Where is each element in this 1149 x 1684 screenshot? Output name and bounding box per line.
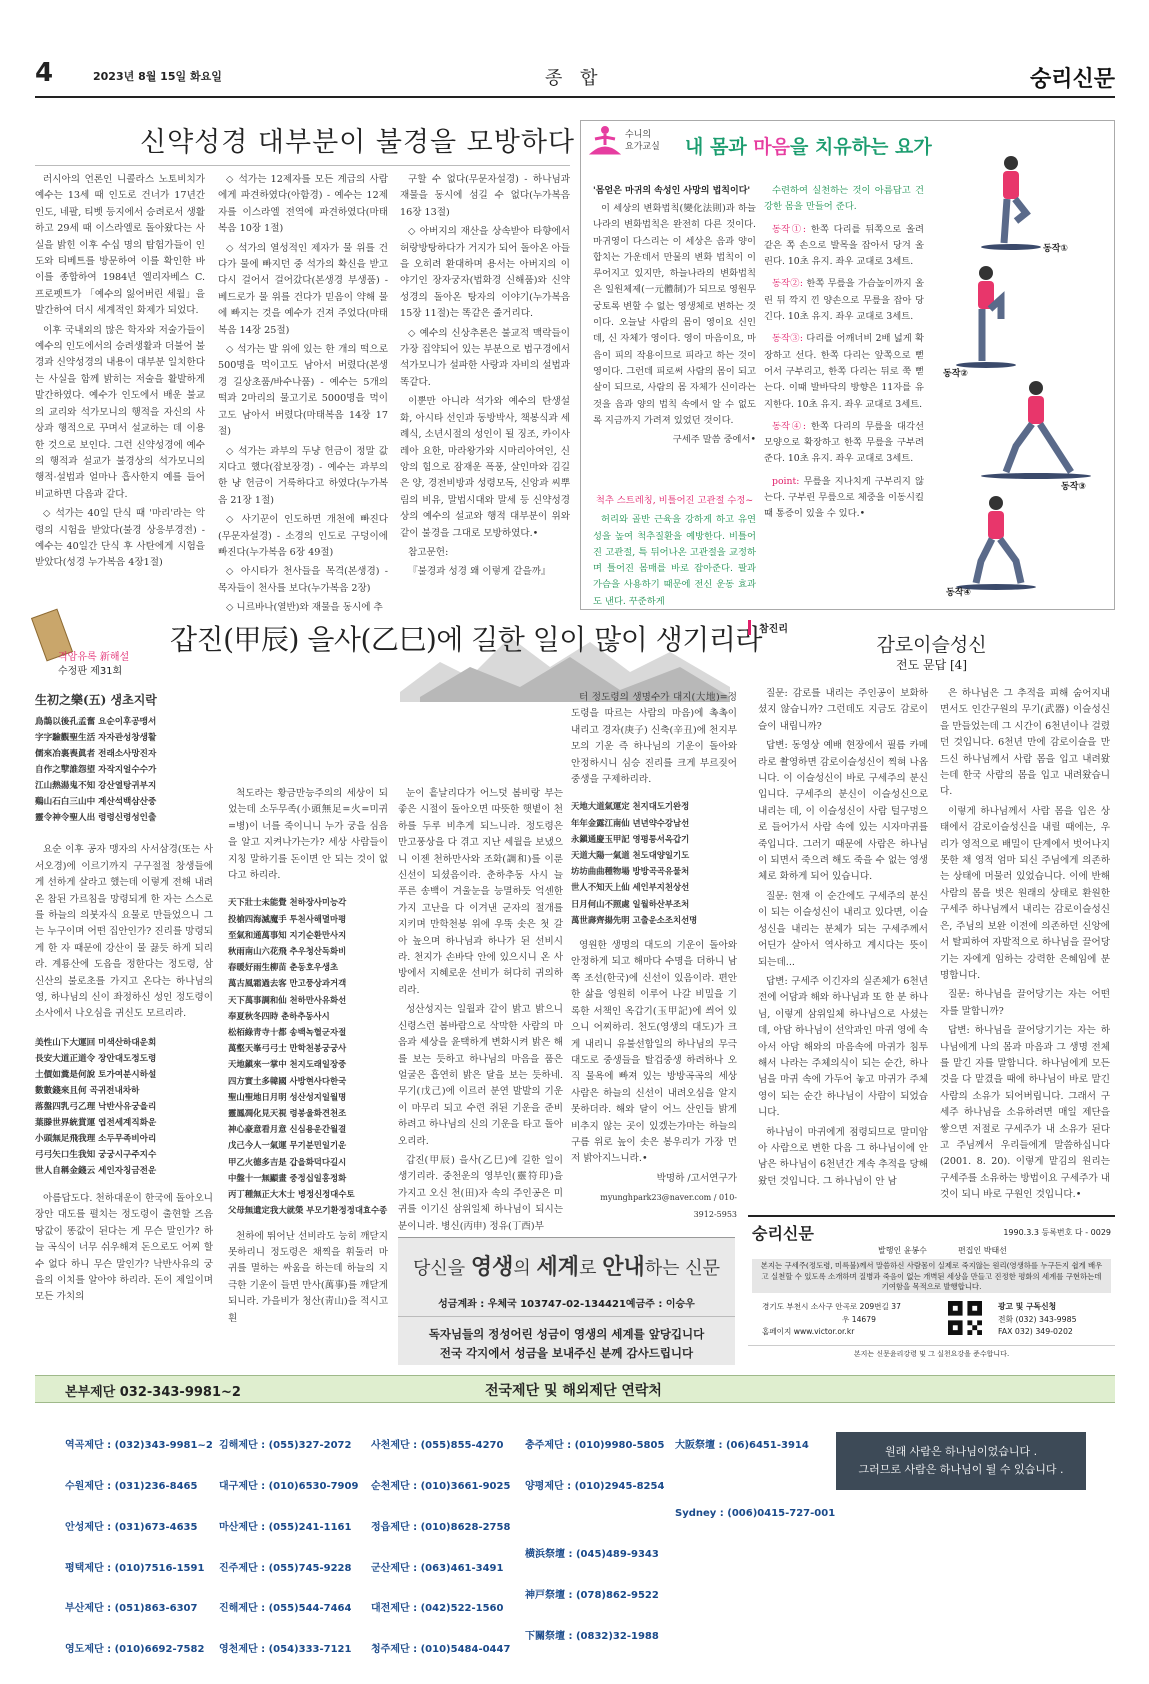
point-text: 무릎을 지나치게 구부리지 않는다. 구부린 무릎으로 체중을 이동시킬 때 통증이 있을 수 있다.• (764, 475, 927, 520)
step-text: 한쪽 다리의 무릎을 대각선 모양으로 확장하고 한쪽 무릎을 구부려 준다. 10초 유지. 좌우 교대로 3세트. (764, 420, 927, 465)
contact-item: 부산제단 : (051)863-6307 (65, 1603, 198, 1615)
verse-line: 甲乙火德多吉是 갑을화덕다길시 (228, 1156, 347, 1167)
issue-date: 2023년 8월 15일 화요일 (93, 70, 222, 83)
step-label: 동작②: (772, 278, 804, 290)
publisher: 발행인 윤봉수 (878, 1246, 927, 1255)
verse-line: 萬壑天峯弓弓士 만학천봉궁궁사 (228, 1043, 347, 1054)
contact-item: 영천제단 : (054)333-7121 (219, 1644, 352, 1656)
contact-item: 영도제단 : (010)6692-7582 (65, 1644, 205, 1656)
paragraph: 질문: 감로를 내리는 주인공이 보화하셨지 않습니까? 그런데도 지금도 감로이 슬이 내립니까? (758, 688, 932, 732)
sidebar-title: 감로이슬성신 (876, 634, 987, 656)
paragraph: ◇ 사기꾼이 인도하면 개천에 빠진다(무문자설경) - 소경의 인도로 구덩이에 빠진다(누가복음 6장 49절) (218, 514, 392, 558)
article1-title: 신약성경 대부분이 불경을 모방하다 (140, 127, 575, 158)
ad-text: 의 (513, 1258, 537, 1279)
article1-col3 (400, 172, 574, 612)
verse-line: 天地大道氣運定 천지대도기완정 (571, 801, 690, 812)
pink-head: 척추 스트레칭, 비틀어진 고관절 수정~ (595, 495, 754, 506)
sidebar-tag: 참진리 (748, 620, 788, 635)
verse-block (35, 714, 213, 826)
contact-item: 충주제단 : (010)9980-5805 (525, 1440, 665, 1452)
verse-block (35, 1035, 213, 1179)
contact-item: 수원제단 : (031)236-8465 (65, 1480, 198, 1492)
yoga-kicker (625, 129, 660, 153)
paragraph: 답변: 하나님을 끌어당기기는 자는 하나님에게 나의 몸과 마음과 그 생명 전체를 맡긴 자를 말합니다. 하나님에게 모든 것을 다 맡겼을 때에 하나님이 바로 맡긴 사람의 소유가 되어버립니다. 그래서 구세주 하나님을 소유하려면 매일 제단을 쌓으면 저절로 구세주가 내 소유가 된다고 주님께서 우리들에게 말씀하십니다(2001. 8. 20). 이렇게 맡김의 원리는 구세주를 소유하는 방법이요 구세주가 내 것이 되니 바로 구원인 것입니다.• (940, 1025, 1114, 1201)
paragraph: ◇ 석가는 40일 단식 때 '마리'라는 악령의 시험을 받았다(불경 상응부경전) - 예수는 40일간 단식 후 사탄에게 시험을 받았다(성경 누가복음 4장1절) (35, 508, 209, 569)
paragraph: 허리와 골반 근육을 강하게 하고 유연성을 높여 척추질환을 예방한다. 비틀어진 고관절, 특 뒤어나온 고관절을 교정하며 틀어진 몸매를 바로 잡아준다. 팔과 가슴을 사용하기 때문에 전신 운동 효과도 낸다. 꾸준하게 (593, 514, 759, 607)
verse-line: 神心豪意看月意 신심용운간월결 (228, 1124, 347, 1135)
contacts-col4 (525, 1412, 664, 1670)
verse-line: 美性山下大運回 미색산하대운회 (35, 1037, 157, 1048)
paragraph: 답변: 동영상 예배 현장에서 필름 카메라로 촬영하면 감로이슬성신이 찍혀 나옵니다. 이 이슬성신이 바로 구세주의 분신입니다. 구세주의 분신이 이슬성신으로 내리는 데, 이 이슬성신이 사람 털구멍으로 들어가서 사람 속에 있는 시자마귀를 죽입니다. 그러기 때문에 사람은 하나님이 되면서 죽으려 해도 죽을 수 없는 영생체로 화하게 되어 있습니다. (758, 740, 932, 883)
article2-col1 (35, 692, 217, 1372)
verse-line: 鷄山石白三山中 계산석백삼산중 (35, 797, 157, 808)
contact-item: 양평제단 : (010)2945-8254 (525, 1480, 665, 1492)
contact-item: 평택제단 : (010)7516-1591 (65, 1562, 205, 1574)
ad-title: 광고 및 구독신청 (998, 1302, 1057, 1311)
contacts-col3 (371, 1412, 510, 1684)
step-label: 동작①: (772, 223, 807, 235)
paragraph: 질문: 하나님을 끌어당기는 자는 어떤 자를 말합니까? (940, 989, 1114, 1017)
paragraph: 갑진(甲辰) 을사(乙巳)에 길한 일이 생기리라. 중천운의 영부인(靈符印)을 가지고 오신 천(田)자 속의 주인공은 미귀를 이기신 삼위일체 하나님이 되시는 분이니라. 병신(丙申) 정유(丁酉)부 (398, 1154, 567, 1232)
paragraph: 참고문헌: (408, 546, 449, 558)
article2-col3 (398, 786, 567, 1232)
section-name: 종 합 (545, 68, 604, 89)
contacts-col2 (219, 1412, 358, 1684)
paragraph: 수련하여 실천하는 것이 아름답고 건강한 몸을 만들어 준다. (764, 185, 924, 213)
verse-line: 江山熱湯鬼不知 강산열탕귀부지 (35, 781, 157, 792)
verse-line: 靈令神令聖人出 령령신령성인출 (35, 813, 157, 824)
paragraph: 질문: 현재 이 순간에도 구세주의 분신이 되는 이슬성신이 내리고 있다면, 이슬성신을 내리는 분체가 되는 구세주께서 어딘가 살아서 역사하고 계시다는 뜻이 되는데... (758, 890, 932, 968)
registration: 1990.3.3 등록번호 다 - 0029 (1003, 1228, 1111, 1237)
paragraph: ◇ 석가는 발 위에 있는 한 개의 떡으로 500명을 먹이고도 남아서 버렸다(본생경 길상초품/바수나품) - 예수는 5개의 떡과 2마리의 물고기로 5000명을 먹이고도 남아서 버렸다(마태복음 14장 17절) (218, 344, 392, 438)
verse-line: 葉滕世界統賞運 엽전세계직화운 (35, 1117, 157, 1128)
masthead-contact (998, 1301, 1077, 1339)
verse-line: 萬古風霜過去客 만고풍상과거객 (228, 978, 347, 989)
thanks-line: 전국 각지에서 성금을 보내주신 분께 감사드립니다 (439, 1346, 694, 1360)
subscription-ad (398, 1237, 735, 1365)
paragraph: 영원한 생명의 대도의 기운이 돌아와 안정하게 되고 해마다 수명을 더하니 남쪽 조선(한국)에 신선이 있음이라. 편안한 삶을 영원히 이루어 나갈 비밀을 기록한 서책인 옥갑기(玉甲記)에 씌어 있으니 어찌하리. 천도(영생의 대도)가 크게 내리니 유불선합일의 하나님의 무극대도로 중생들을 탈겁중생 하려하나 오직 물욕에 빠져 있는 방방곡곡의 세상 사람은 하늘의 신선이 내려오심을 알지 못하더라. 해와 달이 어느 산인들 밝게 비추지 않는 곳이 있겠는가마는 하늘의 구름 위로 높이 솟은 봉우리가 가장 먼저 밝아지느니라.• (571, 940, 741, 1165)
verse-line: 至氣和通萬事知 지기순환만사지 (228, 929, 347, 940)
contact-item: 神戸祭壇 : (078)862-9522 (525, 1589, 659, 1601)
verse-line: 天道大陽一氣道 천도대양일기도 (571, 850, 690, 861)
ad-text: 세계 (536, 1255, 580, 1280)
series-name: 격암유록 新해설 (58, 652, 130, 663)
contact-item: 横浜祭壇 : (045)489-9343 (525, 1548, 659, 1560)
yoga-pose-2-figure (951, 261, 1021, 371)
contact-item: 안성제단 : (031)673-4635 (65, 1521, 198, 1533)
page-number: 4 (35, 58, 54, 88)
verse-line: 奉夏秋冬四時 춘하추동사시 (228, 1010, 330, 1021)
yoga-pose-icon (589, 125, 621, 159)
verse-line: 丙丁種無正大木士 병정신정대수토 (228, 1189, 355, 1200)
ad-text: 당신을 (413, 1258, 471, 1279)
step-text: 다리를 어깨너비 2배 넓게 확장하고 선다. 한쪽 다리는 앞쪽으로 뻗어서 구부리고, 한쪽 다리는 뒤로 쭉 뻗는다. 이때 발바닥의 방향은 11자를 유지한다. 10초 유지. 좌우 교대로 3세트. (764, 333, 924, 410)
paragraph: ◇ 석가는 12제자를 모든 계급의 사람에게 파견하였다(아함경) - 예수는 12제자를 이스라엘 전역에 파견하였다(마태복음 10장 1절) (218, 174, 388, 235)
yoga-pose-3-figure (976, 376, 1096, 481)
ethics-statement: 본지는 신문윤리강령 및 그 실천요강을 준수합니다. (748, 1345, 1115, 1359)
series-sub: 수정판 제31회 (58, 666, 123, 677)
ad-thanks (398, 1325, 735, 1363)
paragraph: 이렇게 하나님께서 사람 몸을 입은 상태에서 감로이슬성신을 내릴 때에는, 우리가 영적으로 배밀이 단계에서 벗어나지 못한 채 영적 엄마 되신 주님에게 의존하는 상태에 머물러 있었습니다. 이에 반해 사람의 몸을 벗은 원래의 상태로 환원한 구세주 하나님께서 내리는 감로이슬성신은, 주님의 보완 이전에 의존하던 신앙에서 탈피하여 자발적으로 하나님을 끌어당기는 자에게 임하는 강력한 은혜임에 분명합니다. (940, 805, 1114, 981)
verse-line: 天下壯士未能覺 천하장사미능각 (228, 897, 347, 908)
thanks-line: 독자님들의 정성어린 성금이 영생의 세계를 앞당깁니다 (428, 1327, 705, 1341)
yoga-pose-1-figure (976, 151, 1046, 251)
source-line: 구세주 말씀 중에서• (672, 434, 756, 446)
contact-item: 대구제단 : (010)6530-7909 (219, 1480, 359, 1492)
masthead (748, 1215, 1115, 1360)
yoga-title (685, 132, 932, 159)
verse-block (571, 798, 737, 928)
point-label: point: (772, 475, 800, 487)
paragraph: ◇ 아버지의 재산을 상속받아 타향에서 허랑방탕하다가 거지가 되어 돌아온 아들을 오히려 환대하며 용서는 아버지의 이야기인 장자궁자(법화경 신해품)와 신약성경의 돌아온 탕자의 이야기(누가복음 15장 11절)는 똑같은 줄거리다. (400, 226, 574, 320)
verse-line: 弓弓矢口生我知 궁궁시구주지수 (35, 1149, 157, 1160)
masthead-address (762, 1301, 901, 1339)
ad-text: 영생 (470, 1255, 514, 1280)
verse-line: 字字驗觀聖生活 자자관성창생활 (35, 733, 157, 744)
yoga-green-section (593, 493, 759, 607)
verse-line: 聖山聖地日月明 성산성지일월명 (228, 1091, 347, 1102)
step-text: 한쪽 다리를 뒤쪽으로 올려 같은 쪽 손으로 발목을 잡아서 당겨 올린다. 10초 유지. 좌우 교대로 3세트. (764, 223, 927, 268)
yoga-steps (764, 183, 927, 603)
ad-text: 로 (579, 1258, 603, 1279)
pose-label-3: 동작③ (1061, 482, 1087, 492)
slogan-box (836, 1432, 1086, 1490)
paragraph: 아름답도다. 천하대운이 한국에 돌아오니 장안 대도를 펼치는 정도령이 출현할 즈음 땅값이 똥값이 된다는 게 무슨 말인가? 하늘 곡식이 너무 쉬우해져 돈으로도 어찌 할 수 없다 하니 무슨 말인가? 낙반사유의 궁을의 이치를 알아야 하리라. 돈이 제일이며 모든 가치의 (35, 1192, 217, 1303)
verse-line: 投槍四海滅魔手 투천사해멸마평 (228, 913, 347, 924)
yoga-column (580, 120, 1115, 610)
yoga-body-col1 (593, 201, 759, 491)
paragraph: 은 하나님은 그 추적을 피해 숨어지내면서도 인간구원의 무기(武器) 이슬성신을 만들었는데 그 시간이 6천년이나 걸렸던 것입니다. 6천년 만에 감로이슬을 만드신 하나님께서 사람 몸을 입고 내려왔는데 한국 사람의 몸을 입고 내려왔습니다. (940, 688, 1110, 798)
paragraph: 천하에 뛰어난 선비라도 능히 깨닫지 못하리니 정도령은 채찍을 휘둘러 마귀를 멸하는 싸움을 하는데 하늘의 지극한 기운이 들면 만사(萬事)를 깨닫게 되니라. 가을비가 청산(靑山)을 적시고 흰 (228, 1230, 392, 1324)
footer-title: 전국제단 및 해외제단 연락처 (485, 1383, 662, 1399)
masthead-brand: 숭리신문 (752, 1224, 814, 1243)
series-label (58, 651, 129, 679)
verse-line: 土價如糞是何說 토가여분시하설 (35, 1069, 157, 1080)
verse-line: 中盤十一無顯畫 중정십일홍정화 (228, 1172, 347, 1183)
verse-line: 永鎭通慶玉甲記 영평통서옥갑기 (571, 833, 690, 844)
article1-col2 (218, 172, 392, 614)
subhead: 生初之樂(五) 생초지락 (35, 693, 157, 707)
contact-item: 마산제단 : (055)241-1161 (219, 1521, 352, 1533)
paragraph: 이후 국내외의 많은 학자와 저술가들이 예수의 인도에서의 승려생활과 더불어 불경과 신약성경의 내용이 대부분 일치한다는 사실을 함께 밝히는 저술을 활발하게 발간하였다. 예수가 인도에서 배운 불교의 교리와 석가모니의 행적을 자신의 사상과 행적으로 꾸며서 설교하는 데 이용한 것으로 보인다. 그런 신약성경에 예수의 행적과 설교가 불경상의 석가모니의 행적·설법과 얼마나 흡사한지 예를 들어 비교하면 다음과 같다. (35, 324, 209, 500)
mission-statement: 본지는 구세주(정도령, 미륵불)께서 말씀하신 사람몸이 실제로 죽지않는 원리(영생하를 누구든지 쉽게 배우고 실천할 수 있도록 소개하며 질병과 죽음이 없는 개벽된 세상을 만들고 진정한 평화의 세계를 구현하는데 기여함을 목적으로 발행합니다. (752, 1259, 1111, 1293)
verse-line: 父母無遺定我大就榮 부모기환정정대효수종 (228, 1205, 388, 1216)
verse-line: 萬世壽齊揚先明 고출운소조치선명 (571, 914, 698, 925)
editor: 편집인 박태선 (958, 1246, 1007, 1255)
qr-code-icon (948, 1301, 982, 1335)
contacts-col1 (65, 1412, 213, 1684)
contact-item: 대전제단 : (042)522-1560 (371, 1603, 504, 1615)
contact-item: Sydney : (006)0415-727-001 (675, 1508, 836, 1520)
contacts-col5 (675, 1412, 835, 1548)
yoga-quote-head: '몸얻은 마귀의 속성인 사망의 법칙이다' (593, 186, 751, 196)
contact-item: 순천제단 : (010)3661-9025 (371, 1480, 511, 1492)
verse-line: 日月何山不照處 일월하산부조처 (571, 898, 690, 909)
verse-line: 天下萬事調和仙 천하만사유화선 (228, 994, 347, 1005)
homepage: 홈페이지 www.victor.or.kr (762, 1327, 855, 1336)
ad-text: 하는 신문 (644, 1258, 720, 1279)
paragraph: 이뿐만 아니라 석가와 예수의 탄생설화, 아시타 선인과 동방박사, 책봉식과 세례식, 소년시절의 성인이 될 징조, 카이사레아 요한, 마라왕가와 시마리아여인, 신앙의 힘으로 잠재운 폭풍, 살인마와 김길은 양, 경전비방과 성령모독, 신앙과 씨뿌림의 비유, 말법시대와 말세 등 신약성경상의 예수의 설교와 행적 대부분이 위와 같이 불경을 그대로 모방하였다.• (400, 396, 574, 539)
verse-line: 世人自稱金錢云 세인자칭금전운 (35, 1165, 157, 1176)
verse-line: 鳥鵲以後孔孟奮 요순이후공맹서 (35, 717, 157, 728)
author: 박명하 /고서연구가 (656, 1172, 737, 1184)
paragraph: 구할 수 없다(무문자설경) - 하나님과 재물을 동시에 섬길 수 없다(누가복음 16장 13절) (400, 174, 574, 218)
verse-line: 年年金露江南仙 년년약수강남선 (571, 817, 690, 828)
ad-headline (398, 1250, 735, 1281)
article2-col2 (228, 786, 392, 1372)
verse-line: 自作之孼誰怨望 자작지얼수수가 (35, 765, 157, 776)
verse-line: 四方實土多韓國 사방현사다한국 (228, 1075, 347, 1086)
pose-label-4: 동작④ (946, 588, 972, 598)
hq-phone: 본부제단 032-343-9981~2 (65, 1385, 241, 1400)
verse-line: 秋雨南山六花飛 추우청산독화비 (228, 946, 347, 957)
divider (35, 165, 570, 166)
sidebar-subtitle: 전도 문답 [4] (896, 658, 967, 672)
slogan-line: 원래 사람은 하나님이었습니다 . (884, 1445, 1038, 1458)
paragraph: 하나님이 마귀에게 점령되므로 말미암아 사람으로 변한 다음 그 하나님이에 안 남은 하나님이 6천년간 계속 추적을 당해왔던 것입니다. 그 하나님이 안 남 (758, 1126, 932, 1187)
fax: FAX 032) 349-0202 (998, 1327, 1073, 1336)
sidebar-col1 (758, 686, 932, 1210)
zip: 우 14679 (842, 1314, 876, 1324)
paragraph: ◇ 니르바나(열반)와 재물을 동시에 추 (226, 602, 383, 614)
paragraph: 성산성지는 일월과 같이 밝고 밝으니 신령스런 봄바람으로 삭막한 사람의 마음과 세상을 윤택하게 변화시켜 밝은 해를 보는 듯하고 하나님의 마음을 품은 얼굴은 흡연히 밝은 달을 보는 듯하네. 무기(戊己)에 이르러 분연 발발의 기운이 마무리 되고 수련 쥐된 기운을 준비하려고 하나님의 신의 기운을 타고 돌아오리라. (398, 1004, 567, 1147)
verse-line: 儒來冶裏喪眞者 전래소사망진자 (35, 749, 157, 760)
contact-item: 정읍제단 : (010)8628-2758 (371, 1521, 511, 1533)
verse-line: 落盤四乳弓乙理 낙반사유궁을리 (35, 1101, 157, 1112)
kicker-line: 요가교실 (625, 142, 660, 152)
phone: 전화 (032) 343-9985 (998, 1314, 1077, 1324)
verse-block (228, 894, 388, 1218)
paragraph: 답변: 구세주 이긴자의 실존체가 6천년 전에 어담과 해와 하나님과 또 한 분 하나님, 이렇게 삼위일체 하나님으로 사셨는데, 아담 하나님이 선악과인 마귀 영에 속아서 아담 해와의 마음속에 마귀가 침투해서 나라는 주체의식이 되는 순간, 하나님을 마귀 속에 가두어 놓고 마귀가 주체영이 되는 순간 하나님이 사람이 되었습니다. (758, 975, 932, 1119)
title-part: 내 몸과 (685, 136, 754, 158)
verse-line: 靈鳳凋化見天視 령봉울화견천조 (228, 1108, 347, 1119)
paragraph: ◇ 석가는 과부의 두냥 헌금이 정말 값지다고 했다(잡보장경) - 예수는 과부의 한 냥 헌금이 거룩하다고 하였다(누가복음 21장 1절) (218, 445, 392, 506)
contact-item: 사천제단 : (055)855-4270 (371, 1440, 504, 1452)
paragraph: ◇ 석가의 열성적인 제자가 물 위를 건다가 물에 빠지던 중 석가의 확신을 받고 다시 걸어서 걸어갔다(본생경 부생품) - 베드로가 물 위를 건다가 믿음이 약해 물에 빠지는 것을 예수가 건져 주었다(마태복음 14장 25절) (218, 242, 392, 336)
contact-item: 군산제단 : (063)461-3491 (371, 1562, 504, 1574)
pose-label-1: 동작① (1043, 244, 1069, 254)
contact-item: 大阪祭壇 : (06)6451-3914 (675, 1440, 809, 1452)
step-label: 동작④: (772, 420, 807, 432)
paragraph: ◇ 예수의 신상추론은 불교적 맥락들이 가장 집약되어 있는 부분으로 법구경에서 석가모니가 설파한 사랑과 자비의 설법과 똑같다. (400, 327, 574, 388)
contact-item: 역곡제단 : (032)343-9981~2 (65, 1440, 213, 1452)
paragraph: 눈이 흩날리다가 어느덧 봄비랑 부는 좋은 시절이 돌아오면 따뜻한 햇볕이 천하를 두루 비추게 되느니라. 정도령은 만고풍상을 다 겪고 지난 세월을 보냈으니 이젠 천하만사와 조화(調和)를 이룬 신선이 되셨음이라. 춘하추동 사시 늘 푸른 송백이 겨울눈을 능멸하듯 억센한 가지 고난을 다 이겨낸 군자의 절개를 지키며 만학천봉 위에 우뚝 솟은 첫 갈아 높으며 하나님과 하나가 된 선비시라. 천지가 손바닥 안에 있으시니 온 사방에서 지혜로운 선비가 허다히 귀의하리라. (398, 788, 567, 996)
paragraph: 척도라는 황금만능주의의 세상이 되었는데 소두무족(小頭無足=火=미귀=병)이 너를 죽이니니 누가 궁을 심음을 알고 지켜나가는가? 세상 사람들이 지칭 말하기를 돈이면 안 되는 것이 없다고 하리라. (228, 788, 392, 882)
address: 경기도 부천시 소사구 안곡로 209번길 37 (762, 1302, 901, 1311)
contact-item: 下關祭壇 : (0832)32-1988 (525, 1630, 659, 1642)
yoga-pose-4-figure (951, 491, 1041, 591)
step-label: 동작③: (772, 333, 803, 345)
verse-line: 世人不知天上仙 세인부지천상선 (571, 882, 690, 893)
contact-item: 청주제단 : (010)5484-0447 (371, 1644, 511, 1656)
verse-line: 坊坊曲曲種物場 방방곡곡유물처 (571, 866, 690, 877)
footer-bar (35, 1375, 1115, 1403)
ad-text: 안내 (602, 1255, 645, 1280)
title-part: 을 치유하는 요가 (790, 136, 932, 158)
newspaper-brand: 숭리신문 (1029, 67, 1115, 92)
step-text: 한쪽 무릎을 가슴높이까지 올린 뒤 깍지 낀 양손으로 무릎을 잡아 당긴다. 10초 유지. 좌우 교대로 3세트. (764, 278, 924, 323)
verse-line: 天地鎭來一掌中 천지도래일장중 (228, 1059, 347, 1070)
paragraph: 이 세상의 변화법칙(變化法則)과 하늘나라의 변화법칙은 완전히 다른 것이다. 마귀영이 다스리는 이 세상은 음과 양이 합치는 가운데서 만물의 변화 법칙이 이루어지고 있지만, 하늘나라의 변화법칙은 일원체제(一元體制)가 되므로 영원무궁토록 변할 수 없는 영생체로 변하는 것이다. 오늘날 사람의 몸이 영이요 신인데, 신 자체가 영이다. 영이 마음이요, 마음이 피의 작용이므로 피라고 하는 것이 영이다. 그런데 피로써 사람의 몸이 되고 살이 되므로, 사람의 몸 자체가 신이라는 것을 음과 양의 법칙 속에서 알 수 없도록 지금까지 가려져 있었던 것이다. (593, 203, 759, 426)
author-email: myunghpark23@naver.com / 010-3912-5953 (600, 1193, 737, 1219)
verse-line: 戊己今人一氣運 무기분민일기운 (228, 1140, 347, 1151)
verse-line: 松栢綠靑寺十都 송백녹혈군자절 (228, 1027, 347, 1038)
verse-line: 春暖好雨生柳苗 춘동호우생초 (228, 962, 339, 973)
paragraph: ◇ 아시타가 천사들을 목격(본생경) - 목자들이 천사를 보다(누가복음 2장) (218, 566, 392, 594)
donation-account: 성금계좌 : 우체국 103747-02-134421예금주 : 이승우 (398, 1295, 735, 1317)
page-header (35, 58, 1115, 98)
paragraph: 러시아의 언론인 니콜라스 노토비치가 예수는 13세 때 인도로 건너가 17년간 인도, 네팔, 티벳 등지에서 승려로서 생활하고 29세 때 이스라엘로 돌아왔다는 사실을 밝힌 이후 수십 명의 탐험가들이 인도와 티베트를 방문하여 이를 확인한 바 이를 종합하여 1984년 엘리자베스 C. 프로펫트가 「예수의 잃어버린 세월」을 발간하여 더시 세계적인 화제가 되었다. (35, 174, 209, 317)
sidebar-column (748, 620, 1115, 1210)
contact-item: 김해제단 : (055)327-2072 (219, 1440, 352, 1452)
article1-col1 (35, 172, 209, 612)
verse-line: 小頭無足飛我理 소두무족비아리 (35, 1133, 157, 1144)
verse-line: 數數錢來且何 곡귀전내차하 (35, 1085, 140, 1096)
sidebar-col2 (940, 686, 1114, 1210)
contact-item: 진주제단 : (055)745-9228 (219, 1562, 352, 1574)
paragraph: 터 정도령의 생명수가 대지(大地)=정도령을 따르는 사람의 마음)에 촉촉이 내리고 경자(庚子) 신축(辛丑)에 천지부모의 기운 즉 하나님의 기운이 돌아와 안정하시니 심승 진리를 크게 부르짖어 중생을 구제하리라. (571, 692, 741, 786)
pose-label-2: 동작② (943, 369, 969, 379)
article2-col4 (571, 690, 741, 1230)
paragraph: 『불경과 성경 왜 이렇게 같을까』 (408, 566, 551, 578)
kicker-line: 수니의 (625, 130, 652, 140)
paragraph: 요순 이후 공자 맹자의 사서삼경(또는 사서오경)에 이르기까지 구구절절 창생들에게 선하게 살라고 했는데 이렇게 전해 내려온 참된 가르침을 망령되게 한 자는 스스로를 하늘의 의붓자식 요물로 만들었으니 그는 누구이며 어떤 집안인가? 진리를 망령되게 한 자 때문에 강산이 물 끓듯 하게 되리라. 계룡산에 도읍을 정한다는 정도령, 삼신산의 불로초를 가지고 온다는 하나님의 영, 하나님의 신이 좌정하신 성인 정도령이 소사에서 나오심을 귀신도 모르리라. (35, 844, 217, 1020)
verse-line: 長安大道正道令 장안대도정도령 (35, 1053, 157, 1064)
contact-item: 진해제단 : (055)544-7464 (219, 1603, 352, 1615)
title-part: 마음 (753, 136, 791, 158)
slogan-line: 그러므로 사람은 하나님이 될 수 있습니다 . (858, 1463, 1064, 1476)
article2-title: 갑진(甲辰) 을사(乙巳)에 길한 일이 많이 생기리라 (170, 623, 762, 656)
